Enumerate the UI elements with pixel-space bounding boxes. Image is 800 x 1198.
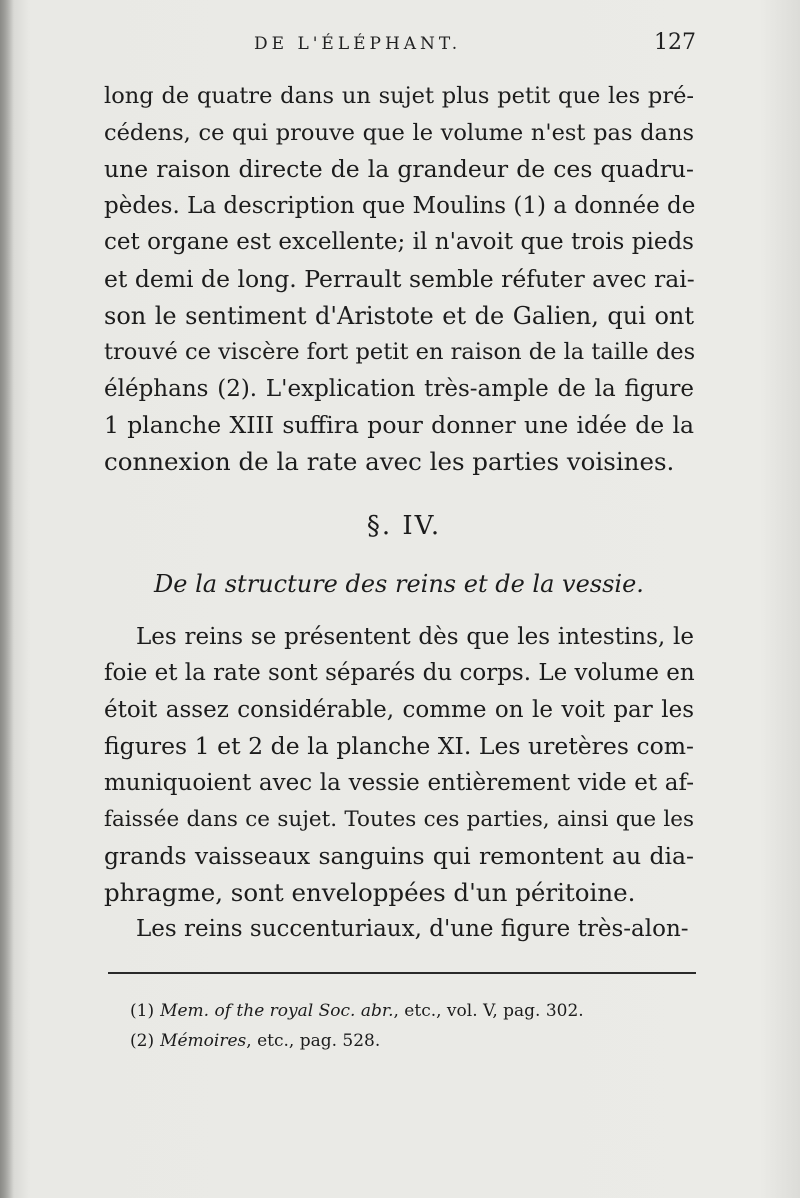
text-line: pèdes. La description que Moulins (1) a donnée de: [104, 192, 696, 219]
text-line: une raison directe de la grandeur de ces quadru-: [104, 155, 694, 184]
footnote-reference: , etc., vol. V, pag. 302.: [393, 1001, 584, 1021]
page-gutter-shadow: [0, 0, 14, 1198]
footnote: [130, 1026, 690, 1056]
text-line: son le sentiment d'Aristote et de Galien, qui ont: [104, 301, 694, 330]
text-line: connexion de la rate avec les parties voisines.: [104, 446, 675, 476]
text-line: muniquoient avec la vessie entièrement vide et af-: [104, 769, 694, 796]
text-line: Les reins succenturiaux, d'une figure très-alon-: [136, 916, 689, 943]
footnote-rule: [108, 972, 696, 974]
text-block: [104, 30, 694, 948]
text-line: 1 planche XIII suffira pour donner une idée de la: [104, 411, 694, 440]
footnote-marker: (2): [130, 1031, 155, 1051]
section-subtitle: De la structure des reins et de la vessie.: [154, 569, 644, 598]
footnote-source: Mem. of the royal Soc. abr.: [160, 1001, 394, 1021]
text-line: faissée dans ce sujet. Toutes ces parties, ainsi que les: [104, 806, 694, 832]
paragraph-spleen: [104, 78, 694, 481]
text-line: cet organe est excellente; il n'avoit que trois pieds: [104, 229, 694, 256]
page-number: 127: [654, 30, 696, 55]
text-line: phragme, sont enveloppées d'un péritoine.: [104, 877, 636, 907]
running-title: DE L'ÉLÉPHANT.: [254, 34, 462, 54]
text-line: éléphans (2). L'explication très-ample de la figure: [104, 375, 694, 402]
text-line: cédens, ce qui prouve que le volume n'est pas dans: [104, 119, 694, 146]
text-line: figures 1 et 2 de la planche XI. Les uretères com-: [104, 732, 694, 761]
text-line: grands vaisseaux sanguins qui remontent au dia-: [104, 842, 694, 871]
paragraph-kidneys: [104, 619, 694, 912]
text-line: long de quatre dans un sujet plus petit que les pré-: [104, 83, 694, 109]
footnote: [130, 996, 690, 1026]
text-line: foie et la rate sont séparés du corps. Le volume en: [104, 660, 695, 687]
text-line: étoit assez considérable, comme on le voit par les: [104, 696, 694, 723]
running-head: [104, 30, 694, 78]
text-line: trouvé ce viscère fort petit en raison de la taille des: [104, 339, 696, 366]
text-line: et demi de long. Perrault semble réfuter avec rai-: [104, 264, 695, 293]
footnote-source: Mémoires: [160, 1031, 247, 1051]
footnotes: [130, 996, 690, 1056]
section-heading: §. IV.: [366, 510, 442, 541]
footnote-reference: , etc., pag. 528.: [246, 1031, 381, 1051]
paragraph-succenturial: [104, 911, 694, 948]
footnote-marker: (1): [130, 1001, 155, 1021]
text-line: Les reins se présentent dès que les intestins, le: [136, 623, 694, 650]
